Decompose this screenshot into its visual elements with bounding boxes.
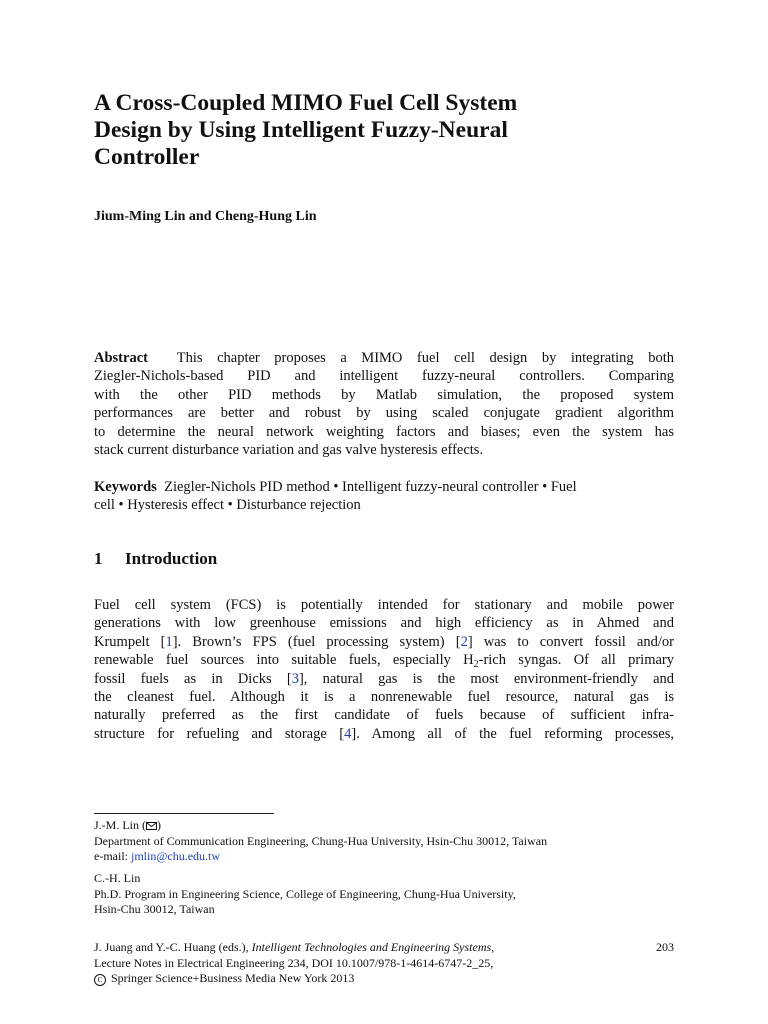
keywords-line — [94, 478, 674, 496]
book-title: Intelligent Technologies and Engineering Systems — [251, 940, 492, 954]
section-title: Introduction — [125, 549, 218, 568]
body-line — [94, 670, 674, 688]
body-text: -rich syngas. Of all primary — [478, 652, 674, 669]
body-text: fossil fuels as in Dicks [ — [94, 670, 292, 687]
citation-link[interactable]: 3 — [291, 670, 299, 687]
body-line: naturally preferred as the first candidate of fuels because of sufficient infra- — [94, 707, 674, 724]
abstract-label: Abstract — [94, 350, 148, 366]
keywords-line: cell • Hysteresis effect • Disturbance rejection — [94, 497, 361, 514]
envelope-icon[interactable] — [146, 822, 157, 830]
body-text: ]. Brown’s FPS (fuel processing system) [ — [172, 633, 461, 650]
abstract-line — [94, 349, 674, 367]
title-line-2: Design by Using Intelligent Fuzzy-Neural — [94, 117, 508, 143]
citation-punct: , — [491, 940, 495, 954]
footnote-affiliation: Department of Communication Engineering, Chung-Hua University, Hsin-Chu 30012, Taiwan — [94, 833, 548, 848]
author-footnote-1 — [94, 818, 694, 865]
email-link[interactable]: jmlin@chu.edu.tw — [130, 849, 221, 863]
footnote-affiliation: Hsin-Chu 30012, Taiwan — [94, 902, 215, 916]
body-line: generations with low greenhouse emissions and high efficiency as in Ahmed and — [94, 615, 674, 632]
keywords-label: Keywords — [94, 479, 157, 495]
citation-block — [94, 940, 674, 987]
subscript: 2 — [473, 659, 479, 671]
title-line-1: A Cross-Coupled MIMO Fuel Cell System — [94, 90, 518, 116]
keywords — [94, 478, 674, 515]
body-line: Fuel cell system (FCS) is potentially intended for stationary and mobile power — [94, 597, 674, 613]
body-line — [94, 651, 674, 669]
abstract-line: with the other PID methods by Matlab simulation, the proposed system — [94, 386, 674, 403]
abstract-text: This chapter proposes a MIMO fuel cell design by integrating both — [176, 350, 674, 366]
abstract-line: to determine the neural network weighting factors and biases; even the system has — [94, 423, 674, 440]
abstract-line: Ziegler-Nichols-based PID and intelligent fuzzy-neural controllers. Comparing — [94, 368, 674, 385]
title-line-3: Controller — [94, 144, 200, 170]
page-number: 203 — [656, 940, 674, 954]
abstract-line: performances are better and robust by using scaled conjugate gradient algorithm — [94, 405, 674, 422]
footnote-email-line — [94, 849, 694, 865]
body-text: ]. Among all of the fuel reforming processes, — [351, 725, 675, 742]
author-list: Jium-Ming Lin and Cheng-Hung Lin — [94, 209, 317, 224]
series-line: Lecture Notes in Electrical Engineering 234, DOI 10.1007/978-1-4614-6747-2_25, — [94, 955, 494, 970]
body-line — [94, 725, 674, 743]
footnote-affiliation: Ph.D. Program in Engineering Science, College of Engineering, Chung-Hua University, — [94, 886, 516, 901]
body-text: structure for refueling and storage [ — [94, 725, 345, 742]
introduction-body — [94, 596, 674, 743]
citation-link[interactable]: 2 — [460, 633, 468, 650]
footnote-name-line — [94, 818, 694, 834]
author-footnote-2 — [94, 871, 694, 918]
citation-line — [94, 940, 674, 956]
copyright-text: Springer Science+Business Media New York 2013 — [111, 971, 355, 985]
body-text: ], natural gas is the most environment-friendly and — [298, 670, 674, 687]
keywords-text: Ziegler-Nichols PID method • Intelligent fuzzy-neural controller • Fuel — [164, 479, 577, 495]
body-line: the cleanest fuel. Although it is a nonrenewable fuel resource, natural gas is — [94, 688, 674, 705]
email-label: e-mail: — [94, 849, 131, 863]
copyright-icon: C — [94, 974, 106, 986]
citation-editors: J. Juang and Y.-C. Huang (eds.), — [94, 940, 252, 954]
abstract-line: stack current disturbance variation and gas valve hysteresis effects. — [94, 441, 484, 458]
footnote-paren: ) — [157, 818, 161, 832]
copyright-line — [94, 971, 674, 987]
footnote-author-name: C.-H. Lin — [94, 871, 141, 885]
body-text: renewable fuel sources into suitable fuels, especially H — [94, 652, 474, 669]
abstract — [94, 349, 674, 459]
section-number: 1 — [94, 549, 103, 568]
paper-title — [94, 90, 674, 171]
footnote-divider — [94, 813, 274, 814]
citation-link[interactable]: 1 — [165, 633, 173, 650]
section-heading — [94, 549, 217, 569]
body-text: Krumpelt [ — [94, 633, 166, 650]
footnote-author-name: J.-M. Lin ( — [94, 818, 146, 832]
body-text: ] was to convert fossil and/or — [467, 633, 674, 650]
body-line — [94, 633, 674, 651]
citation-link[interactable]: 4 — [344, 725, 352, 742]
